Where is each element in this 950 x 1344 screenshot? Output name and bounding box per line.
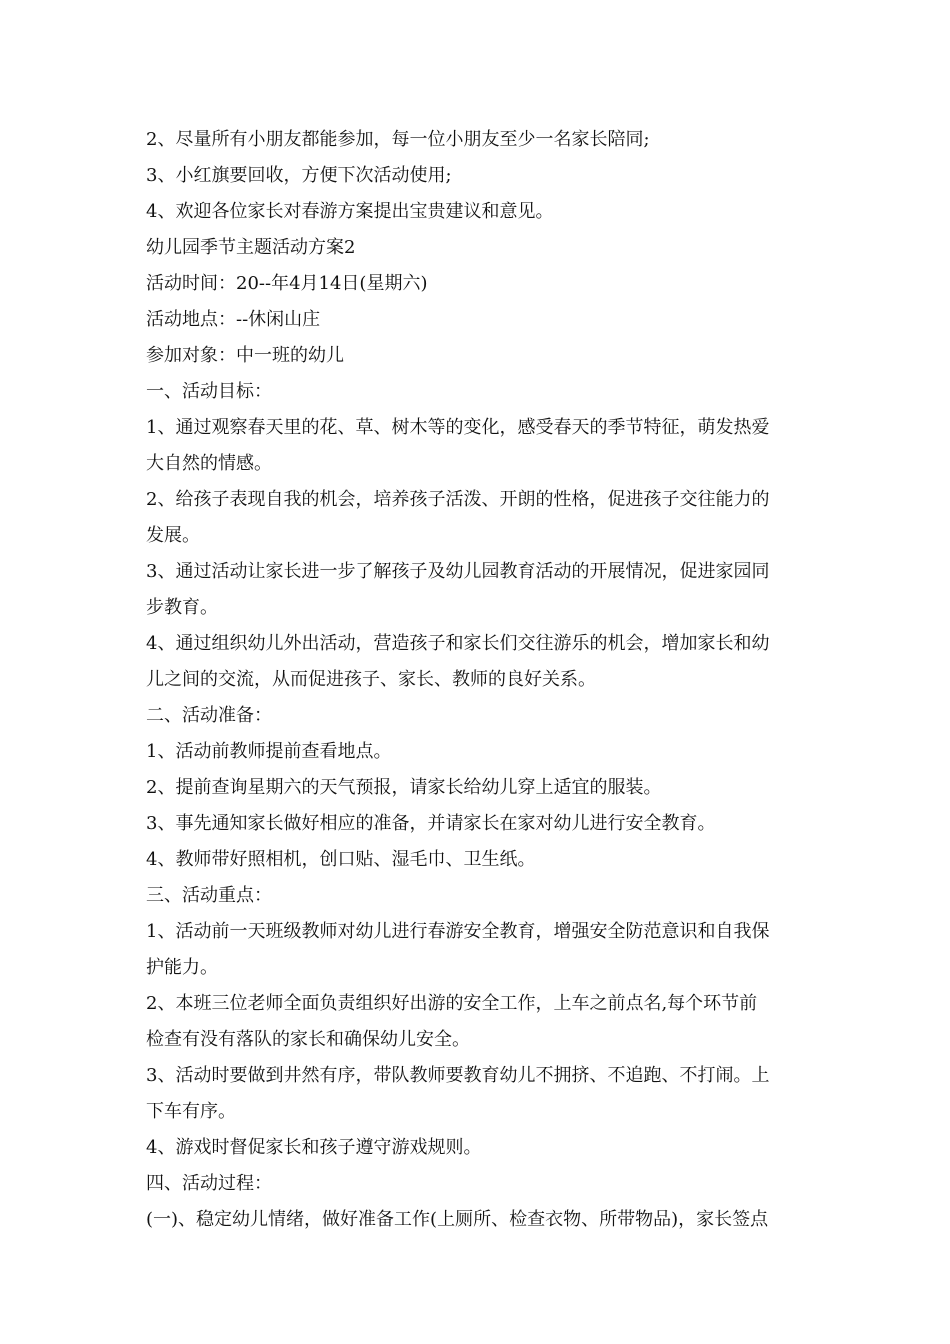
prep-2: 2、提前查询星期六的天气预报，请家长给幼儿穿上适宜的服装。 xyxy=(146,777,662,798)
goal-2-line-2: 发展。 xyxy=(146,525,200,546)
key-3-line-2: 下车有序。 xyxy=(146,1101,236,1122)
prep-4: 4、教师带好照相机，创口贴、湿毛巾、卫生纸。 xyxy=(146,849,536,870)
section-title: 幼儿园季节主题活动方案2 xyxy=(146,237,356,258)
text-line-rule-4: 4、欢迎各位家长对春游方案提出宝贵建议和意见。 xyxy=(146,201,554,222)
heading-key-points: 三、活动重点： xyxy=(146,885,272,906)
goal-4-line-2: 儿之间的交流，从而促进孩子、家长、教师的良好关系。 xyxy=(146,669,596,690)
heading-preparation: 二、活动准备： xyxy=(146,705,272,726)
goal-1-line-1: 1、通过观察春天里的花、草、树木等的变化，感受春天的季节特征，萌发热爱 xyxy=(146,417,770,438)
text-line-rule-2: 2、尽量所有小朋友都能参加，每一位小朋友至少一名家长陪同; xyxy=(146,129,650,150)
goal-3-line-1: 3、通过活动让家长进一步了解孩子及幼儿园教育活动的开展情况，促进家园同 xyxy=(146,561,770,582)
document-body xyxy=(146,122,810,1238)
participants: 参加对象：中一班的幼儿 xyxy=(146,345,344,366)
goal-3-line-2: 步教育。 xyxy=(146,597,218,618)
goal-1-line-2: 大自然的情感。 xyxy=(146,453,272,474)
key-2-line-1: 2、本班三位老师全面负责组织好出游的安全工作，上车之前点名,每个环节前 xyxy=(146,993,758,1014)
key-2-line-2: 检查有没有落队的家长和确保幼儿安全。 xyxy=(146,1029,470,1050)
heading-goals: 一、活动目标： xyxy=(146,381,272,402)
activity-time: 活动时间：20--年4月14日(星期六) xyxy=(146,273,428,294)
activity-location: 活动地点：--休闲山庄 xyxy=(146,309,321,330)
key-4: 4、游戏时督促家长和孩子遵守游戏规则。 xyxy=(146,1137,482,1158)
goal-2-line-1: 2、给孩子表现自我的机会，培养孩子活泼、开朗的性格，促进孩子交往能力的 xyxy=(146,489,770,510)
goal-4-line-1: 4、通过组织幼儿外出活动，营造孩子和家长们交往游乐的机会，增加家长和幼 xyxy=(146,633,770,654)
key-1-line-2: 护能力。 xyxy=(146,957,218,978)
heading-process: 四、活动过程： xyxy=(146,1173,272,1194)
process-1-line-1: (一)、稳定幼儿情绪，做好准备工作(上厕所、检查衣物、所带物品)，家长签点 xyxy=(146,1209,769,1230)
prep-3: 3、事先通知家长做好相应的准备，并请家长在家对幼儿进行安全教育。 xyxy=(146,813,716,834)
prep-1: 1、活动前教师提前查看地点。 xyxy=(146,741,392,762)
text-line-rule-3: 3、小红旗要回收，方便下次活动使用; xyxy=(146,165,452,186)
key-1-line-1: 1、活动前一天班级教师对幼儿进行春游安全教育，增强安全防范意识和自我保 xyxy=(146,921,770,942)
key-3-line-1: 3、活动时要做到井然有序，带队教师要教育幼儿不拥挤、不追跑、不打闹。上 xyxy=(146,1065,770,1086)
